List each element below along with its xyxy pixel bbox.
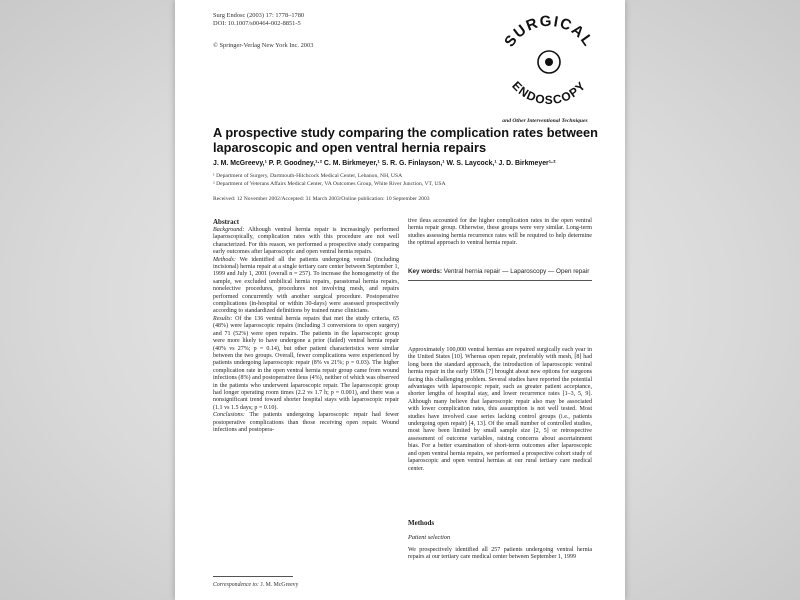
journal-meta	[213, 12, 313, 50]
conclusions-text: The patients undergoing laparoscopic repair had fewer postoperative complications than those receiving open repair. Wound infections and postopera-	[213, 412, 400, 433]
background-text: Although ventral hernia repair is increasingly performed laparoscopically, complication rates with this procedure are not well characterized. For this reason, we performed a prospective study comparing early outcomes after laparoscopic and open ventral hernia repairs.	[213, 227, 399, 256]
keywords-label: Key words:	[408, 267, 442, 275]
methods-text: We prospectively identified all 257 patients undergoing ventral hernia repairs at our tertiary care medical center between September 1, 1999	[408, 547, 592, 561]
abstract-continuation: tive ileus accounted for the higher complication rates in the open ventral hernia repair group. Otherwise, these groups were very similar. Long-term studies assessing hernia recurrence rates will be required to help determine the optimal approach to ventral hernia repair.	[408, 218, 592, 247]
abstract-methods	[213, 257, 399, 316]
correspondence-label: Correspondence to:	[213, 582, 259, 588]
logo-word-bottom: ENDOSCOPY	[509, 78, 589, 108]
affiliations	[213, 173, 603, 188]
footnote-divider	[213, 576, 293, 577]
introduction-text: Approximately 100,000 ventral hernias are repaired surgically each year in the United States [10]. Whereas open repair, preferably with mesh, [8] had long been the standard approach, the introduction of laparoscopic ventral hernia repair in the early 1990s [7] brought about new options for surgeons facing this challenging problem. Several studies have reported the potential advantages with laparoscopic repair, such as greater patient acceptance, shorter lengths of hospital stay, and lower recurrence rates [1–3, 5, 9]. Although many believe that laparoscopic repair also may be associated with lower complication rates, this assumption is not well tested. Most studies have involved case series lacking control groups (i.e., patients undergoing open repair) [4, 13]. Of the small number of controlled studies, most have been limited by small sample size [2, 5] or retrospective assessment of outcome variables, raising concerns about ascertainment bias. For a better examination of short-term outcomes after laparoscopic and open ventral hernia repairs, we performed a prospective cohort study of laparoscopic and open ventral hernias at our rural tertiary care medical center.	[408, 347, 592, 472]
article-authors: J. M. McGreevy,¹ P. P. Goodney,¹·² C. M. Birkmeyer,¹ S. R. G. Finlayson,¹ W. S. Laycock,¹ J. D. Birkmeyer¹·²	[213, 160, 556, 167]
paper-page	[175, 0, 625, 600]
methods-section	[408, 519, 592, 562]
methods-subheading: Patient selection	[408, 534, 451, 541]
affiliation-2: ² Department of Veterans Affairs Medical Center, VA Outcomes Group, White River Junction, VT, USA	[213, 180, 446, 187]
keywords-text: Ventral hernia repair — Laparoscopy — Open repair	[443, 267, 590, 275]
received-dates: Received: 12 November 2002/Accepted: 31 March 2003/Online publication: 10 September 2003	[213, 196, 430, 202]
keywords-divider	[408, 280, 592, 281]
abstract-background	[213, 227, 399, 257]
introduction	[408, 347, 592, 473]
journal-logo	[493, 6, 605, 118]
abstract-column	[213, 218, 399, 434]
logo-dot	[545, 58, 553, 66]
affiliation-1: ¹ Department of Surgery, Dartmouth-Hitchcock Medical Center, Lebanon, NH, USA	[213, 173, 403, 179]
conclusions-label: Conclusions:	[213, 412, 245, 419]
copyright: © Springer-Verlag New York Inc. 2003	[213, 42, 314, 49]
journal-doi: DOI: 10.1007/s00464-002-8851-5	[213, 20, 301, 27]
background-label: Background:	[213, 227, 245, 233]
abstract-heading: Abstract	[213, 218, 240, 226]
correspondence	[213, 582, 298, 588]
results-label: Results:	[213, 315, 233, 322]
methods-label: Methods:	[213, 256, 236, 263]
abstract-conclusions	[213, 412, 399, 434]
correspondence-name: J. M. McGreevy	[260, 582, 299, 588]
logo-word-top: SURGICAL	[501, 12, 597, 51]
journal-citation: Surg Endosc (2003) 17: 1778–1780	[213, 12, 305, 19]
article-title: A prospective study comparing the complication rates between laparoscopic and open ventral hernia repairs	[213, 125, 598, 155]
abstract-continuation-column	[408, 218, 592, 281]
methods-text: We identified all the patients undergoing ventral (including incisional) hernia repair at a single tertiary care center between September 1, 1999 and July 1, 2001 (overall n = 257). To increase the homogeneity of the sample, we excluded umbilical hernia repairs, parastomal hernia repairs, nonelective procedures, procedures not involving mesh, and repairs performed concurrently with another surgical procedure. Postoperative complications (in-hospital or within 30-days) were assessed prospectively according to standardized definitions by trained nurse clinicians.	[213, 256, 399, 315]
results-text: Of the 136 ventral hernia repairs that met the study criteria, 65 (48%) were laparoscopic repairs (including 3 conversions to open surgery) and 71 (52%) were open repairs. The patients in the laparoscopic group were more likely to have undergone a prior (failed) ventral hernia repair (40% vs 27%; p = 0.14), but other patient characteristics were similar between the two groups. Overall, fewer complications were experienced by patients undergoing laparoscopic repair (8% vs 21%; p = 0.03). The higher complication rate in the open ventral hernia repair group came from wound infections (8%) and postoperative ileus (4%), neither of which was observed in the patients who underwent laparoscopic repair. The laparoscopic group had longer operating room times (2.2 vs 1.7 h; p = 0.001), and there was a nonsignificant trend toward shorter hospital stays with laparoscopic repair (1.1 vs 1.5 days; p = 0.10).	[213, 315, 399, 411]
keywords	[408, 268, 592, 276]
abstract-results	[213, 316, 399, 412]
logo-subtitle: and Other Interventional Techniques	[502, 118, 588, 124]
methods-heading: Methods	[408, 519, 435, 527]
